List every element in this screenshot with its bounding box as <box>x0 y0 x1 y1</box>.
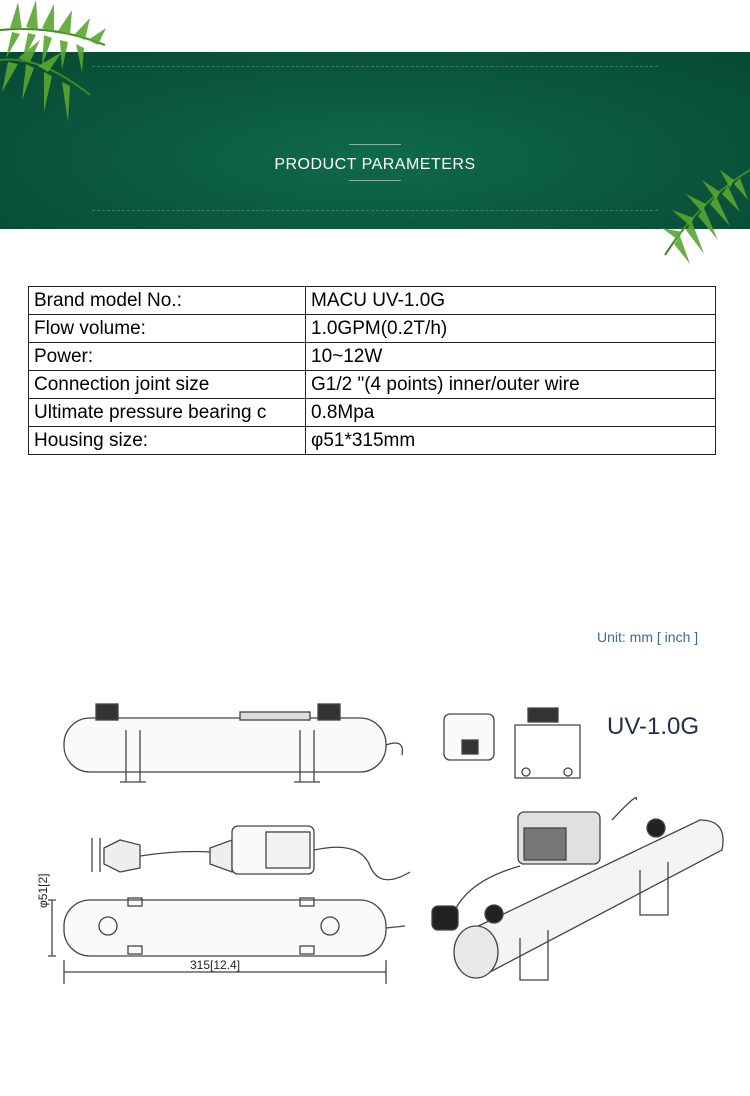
spec-table <box>28 286 716 455</box>
spec-value: MACU UV-1.0G <box>306 287 716 315</box>
table-row <box>29 343 716 371</box>
spec-value: 1.0GPM(0.2T/h) <box>306 315 716 343</box>
uv-housing-side-view <box>64 704 402 782</box>
banner-dashed-line-bottom <box>92 210 658 211</box>
spec-label: Power: <box>29 343 306 371</box>
spec-label: Flow volume: <box>29 315 306 343</box>
length-label: 315[12.4] <box>190 958 241 972</box>
spec-value: 0.8Mpa <box>306 399 716 427</box>
unit-label: Unit: mm [ inch ] <box>597 629 699 645</box>
banner-dashed-line-top <box>92 66 658 67</box>
diameter-label: φ51[2] <box>36 873 50 908</box>
table-row <box>29 315 716 343</box>
ballast-front-view <box>444 708 580 778</box>
table-row <box>29 427 716 455</box>
table-row <box>29 287 716 315</box>
palm-leaf-left-icon <box>0 0 120 150</box>
spec-value: G1/2 "(4 points) inner/outer wire <box>306 371 716 399</box>
spec-value: 10~12W <box>306 343 716 371</box>
title-accent-line-bottom <box>349 180 401 181</box>
title-accent-line-top <box>349 144 401 145</box>
spec-value: φ51*315mm <box>306 427 716 455</box>
spec-label: Connection joint size <box>29 371 306 399</box>
table-row <box>29 399 716 427</box>
spec-label: Brand model No.: <box>29 287 306 315</box>
model-label: UV-1.0G <box>607 713 700 740</box>
spec-label: Ultimate pressure bearing c <box>29 399 306 427</box>
uv-sterilizer-perspective <box>432 798 723 981</box>
product-drawing <box>0 590 750 1030</box>
table-row <box>29 371 716 399</box>
page-title: PRODUCT PARAMETERS <box>274 156 476 173</box>
spec-label: Housing size: <box>29 427 306 455</box>
palm-leaf-right-icon <box>660 160 750 270</box>
power-supply-drawing <box>92 826 410 880</box>
